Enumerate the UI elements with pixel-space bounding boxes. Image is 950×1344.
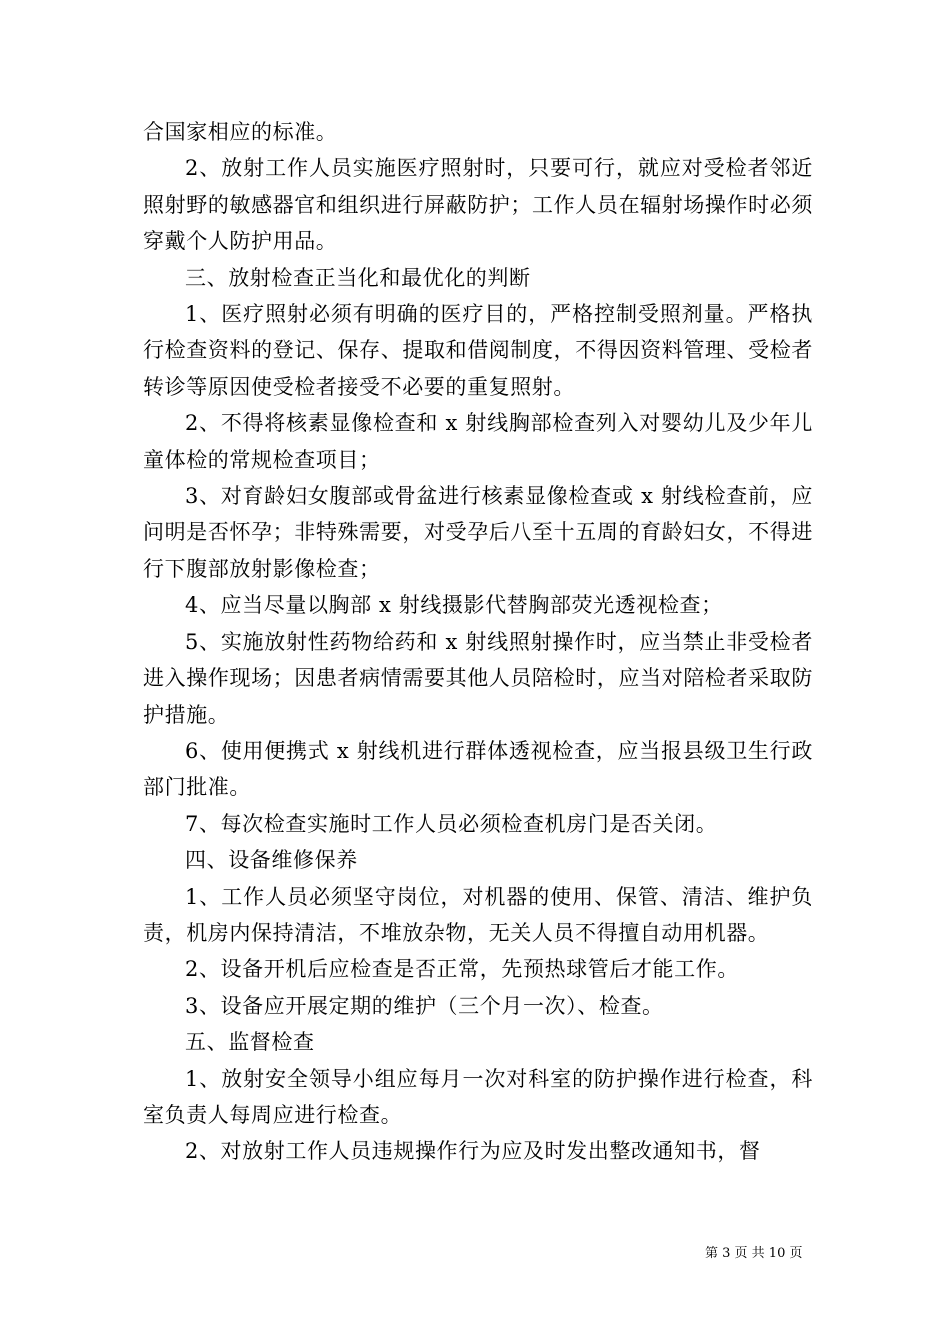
- paragraph: 1、医疗照射必须有明确的医疗目的，严格控制受照剂量。严格执行检查资料的登记、保存、提取和借阅制度，不得因资料管理、受检者转诊等原因使受检者接受不必要的重复照射。: [143, 302, 813, 399]
- paragraph: 2、设备开机后应检查是否正常，先预热球管后才能工作。: [185, 957, 739, 982]
- paragraph: 6、使用便携式 x 射线机进行群体透视检查，应当报县级卫生行政部门批准。: [143, 738, 813, 800]
- paragraph: 3、设备应开展定期的维护（三个月一次）、检查。: [185, 993, 664, 1018]
- paragraph: 2、对放射工作人员违规操作行为应及时发出整改通知书，督: [185, 1139, 761, 1164]
- paragraph: 4、应当尽量以胸部 x 射线摄影代替胸部荧光透视检查；: [185, 593, 723, 618]
- paragraph: 5、实施放射性药物给药和 x 射线照射操作时，应当禁止非受检者进入操作现场；因患者病情需要其他人员陪检时，应当对陪检者采取防护措施。: [143, 629, 813, 727]
- section-heading: 三、放射检查正当化和最优化的判断: [185, 265, 531, 290]
- section-heading: 五、监督检查: [185, 1030, 315, 1055]
- page-number: 第 3 页 共 10 页: [705, 1246, 803, 1261]
- paragraph: 3、对育龄妇女腹部或骨盆进行核素显像检查或 x 射线检查前，应问明是否怀孕；非特殊需要，对受孕后八至十五周的育龄妇女，不得进行下腹部放射影像检查；: [143, 484, 813, 581]
- paragraph: 2、不得将核素显像检查和 x 射线胸部检查列入对婴幼儿及少年儿童体检的常规检查项目；: [143, 411, 813, 472]
- section-heading: 四、设备维修保养: [185, 848, 358, 873]
- paragraph: 1、放射安全领导小组应每月一次对科室的防护操作进行检查，科室负责人每周应进行检查。: [143, 1066, 813, 1127]
- paragraph: 2、放射工作人员实施医疗照射时，只要可行，就应对受检者邻近照射野的敏感器官和组织进行屏蔽防护；工作人员在辐射场操作时必须穿戴个人防护用品。: [143, 156, 813, 254]
- document-body: [143, 114, 813, 1170]
- paragraph: 7、每次检查实施时工作人员必须检查机房门是否关闭。: [185, 811, 718, 836]
- paragraph: 1、工作人员必须坚守岗位，对机器的使用、保管、清洁、维护负责，机房内保持清洁，不堆放杂物，无关人员不得擅自动用机器。: [143, 884, 813, 945]
- paragraph-continuation: 合国家相应的标准。: [143, 120, 338, 144]
